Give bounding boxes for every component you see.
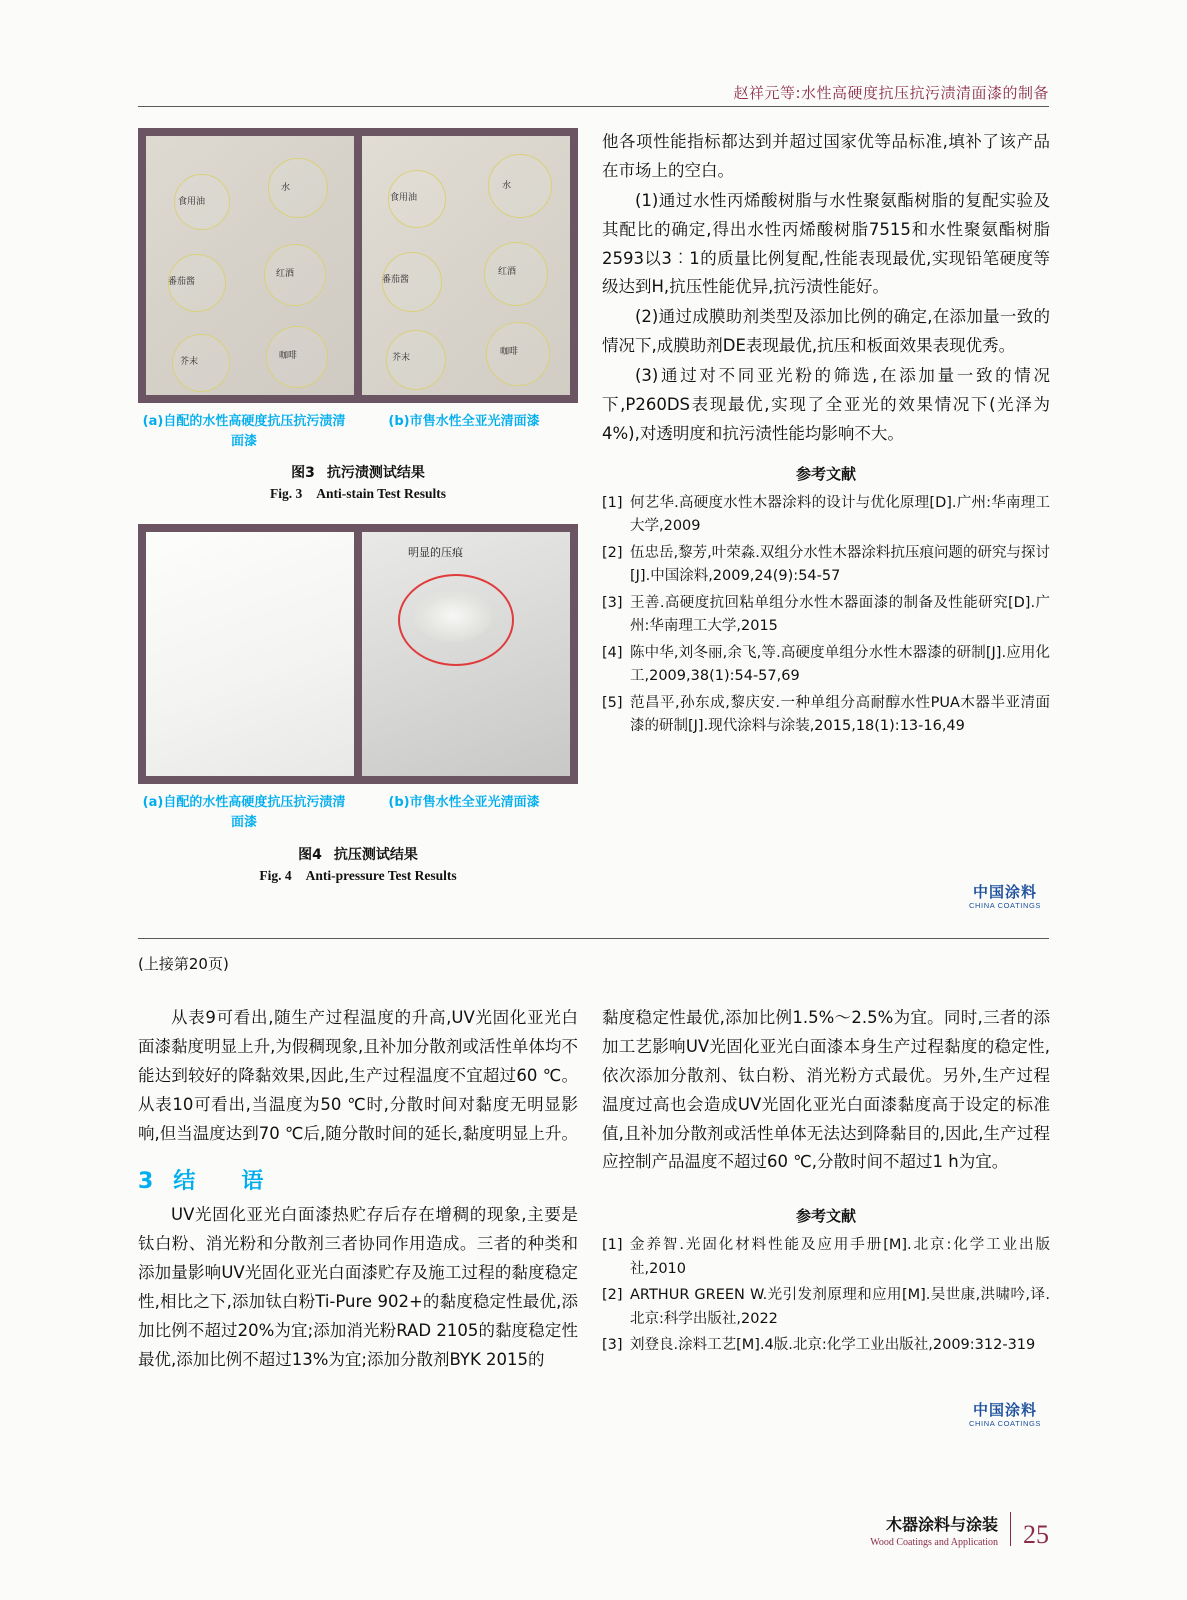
reference-item xyxy=(602,1334,1050,1357)
figure-3-caption-b: (b)市售水性全亚光清面漆 xyxy=(388,414,540,429)
paragraph: (2)通过成膜助剂类型及添加比例的确定,在添加量一致的情况下,成膜助剂DE表现最优,抗压和板面效果表现优秀。 xyxy=(602,307,1050,356)
running-head: 赵祥元等:水性高硬度抗压抗污渍清面漆的制备 xyxy=(733,84,1049,102)
paragraph: 他各项性能指标都达到并超过国家优等品标准,填补了该产品在市场上的空白。 xyxy=(602,132,1050,180)
header-rule xyxy=(138,106,1049,107)
pressure-mark-highlight-circle xyxy=(398,574,514,666)
reference-item xyxy=(602,642,1050,689)
bottom-left-column xyxy=(138,1004,578,1376)
china-coatings-logo-en: CHINA COATINGS xyxy=(968,1418,1042,1428)
section-number: 3 xyxy=(138,1169,154,1195)
figure-4-caption-a: (a)自配的水性高硬度抗压抗污渍清面漆 xyxy=(142,795,346,831)
journal-name-en: Wood Coatings and Application xyxy=(870,1536,998,1548)
section-divider-rule xyxy=(138,938,1049,939)
figure-3-panel-b xyxy=(362,136,570,395)
stain-label-wine: 红酒 xyxy=(498,267,517,277)
reference-item xyxy=(602,592,1050,639)
china-coatings-logo xyxy=(962,884,1048,910)
reference-text: 刘登良.涂料工艺[M].4版.北京:化学工业出版社,2009:312-319 xyxy=(630,1337,1036,1354)
paragraph: (3)通过对不同亚光粉的筛选,在添加量一致的情况下,P260DS表现最优,实现了全亚光的效果情况下(光泽为4%),对透明度和抗污渍性能均影响不大。 xyxy=(602,366,1050,443)
figure-3-number-en: Fig. 3 xyxy=(269,486,303,502)
figure-4-title-en xyxy=(138,868,578,884)
references-heading: 参考文献 xyxy=(795,1207,856,1226)
bottom-right-column xyxy=(602,1004,1050,1361)
figure-4-caption-b: (b)市售水性全亚光清面漆 xyxy=(388,795,540,811)
reference-number: [5] xyxy=(602,694,623,711)
stain-label-ketchup: 番茄酱 xyxy=(382,275,410,285)
page-number: 25 xyxy=(1023,1520,1049,1549)
paragraph: (1)通过水性丙烯酸树脂与水性聚氨酯树脂的复配实验及其配比的确定,得出水性丙烯酸树脂7515和水性聚氨酯树脂2593以3︰1的质量比例复配,性能表现最优,实现铅笔硬度等级达到H,抗压性能优异,抗污渍性能好。 xyxy=(602,190,1050,297)
reference-item xyxy=(602,492,1050,539)
stain-label-oil: 食用油 xyxy=(390,193,418,203)
stain-label-wine: 红酒 xyxy=(276,269,295,279)
stain-label-water: 水 xyxy=(502,181,512,191)
figure-3-panel-a xyxy=(146,136,354,395)
figure-4-number-en: Fig. 4 xyxy=(259,867,292,883)
reference-number: [1] xyxy=(602,1237,623,1254)
reference-number: [4] xyxy=(602,644,623,661)
reference-item xyxy=(602,1284,1050,1331)
stain-label-mustard: 芥末 xyxy=(392,353,411,363)
stain-label-mustard: 芥末 xyxy=(180,357,199,367)
china-coatings-logo-en: CHINA COATINGS xyxy=(968,900,1042,910)
reference-text: 王善.高硬度抗回粘单组分水性木器面漆的制备及性能研究[D].广州:华南理工大学,2015 xyxy=(630,594,1050,635)
paragraph: 黏度稳定性最优,添加比例1.5%～2.5%为宜。同时,三者的添加工艺影响UV光固化亚光白面漆本身生产过程黏度的稳定性,依次添加分散剂、钛白粉、消光粉方式最优。另外,生产过程温度过高也会造成UV光固化亚光白面漆黏度高于设定的标准值,且补加分散剂或活性单体无法达到降黏目的,因此,生产过程应控制产品温度不超过60 ℃,分散时间不超过1 h为宜。 xyxy=(602,1008,1050,1172)
figure-3-number-cn: 图3 xyxy=(291,465,315,482)
stain-label-coffee: 咖啡 xyxy=(279,351,298,361)
footer-divider xyxy=(1010,1512,1011,1546)
figure-4-panel-a xyxy=(146,532,354,776)
journal-name-cn: 木器涂料与涂装 xyxy=(885,1515,998,1535)
china-coatings-logo-cn: 中国涂料 xyxy=(972,1401,1037,1419)
figure-4-subcaptions xyxy=(138,793,578,833)
reference-number: [3] xyxy=(602,1337,623,1354)
figure-4-title-cn xyxy=(138,844,578,864)
top-right-column xyxy=(602,128,1050,741)
paragraph: 从表9可看出,随生产过程温度的升高,UV光固化亚光白面漆黏度明显上升,为假稠现象,且补加分散剂或活性单体均不能达到较好的降黏效果,因此,生产过程温度不宜超过60 ℃。从表10可看出,当温度为50 ℃时,分散时间对黏度无明显影响,但当温度达到70 ℃后,随分散时间的延长,黏度明显上升。 xyxy=(138,1008,579,1143)
reference-text: 何艺华.高硬度水性木器涂料的设计与优化原理[D].广州:华南理工大学,2009 xyxy=(630,494,1050,535)
journal-name-block xyxy=(870,1516,998,1548)
figure-3-text-cn: 抗污渍测试结果 xyxy=(326,465,425,482)
stain-label-coffee: 咖啡 xyxy=(500,347,519,357)
page-footer xyxy=(870,1512,1049,1548)
stain-label-water: 水 xyxy=(281,183,291,193)
reference-number: [2] xyxy=(602,544,623,561)
stain-spot xyxy=(268,158,328,218)
reference-text: 陈中华,刘冬丽,余飞,等.高硬度单组分水性木器漆的研制[J].应用化工,2009,38(1):54-57,69 xyxy=(630,644,1050,685)
figure-4-panel-b xyxy=(362,532,570,776)
reference-number: [3] xyxy=(602,594,623,611)
figure-4-number-cn: 图4 xyxy=(298,846,322,863)
figure-4-annotation: 明显的压痕 xyxy=(408,546,463,560)
reference-item xyxy=(602,692,1050,739)
reference-text: 金养智.光固化材料性能及应用手册[M].北京:化学工业出版社,2010 xyxy=(630,1237,1050,1277)
figure-3-subcaptions xyxy=(138,412,578,452)
stain-label-ketchup: 番茄酱 xyxy=(168,277,196,287)
reference-number: [1] xyxy=(602,494,623,511)
reference-item xyxy=(602,1234,1050,1281)
reference-item xyxy=(602,542,1050,589)
section-heading xyxy=(138,1164,578,1195)
figure-4-image xyxy=(138,524,578,784)
continuation-note: (上接第20页) xyxy=(138,955,229,973)
stain-label-oil: 食用油 xyxy=(178,197,206,207)
figure-3-image xyxy=(138,128,578,403)
china-coatings-logo xyxy=(962,1402,1048,1428)
figure-4-text-cn: 抗压测试结果 xyxy=(333,846,418,863)
china-coatings-logo-cn: 中国涂料 xyxy=(972,883,1037,901)
figure-3-title-cn xyxy=(138,462,578,482)
stain-spot xyxy=(264,244,326,306)
reference-text: 伍忠岳,黎芳,叶荣淼.双组分水性木器涂料抗压痕问题的研究与探讨[J].中国涂料,2009,24(9):54-57 xyxy=(630,544,1050,585)
section-title: 结 语 xyxy=(173,1169,276,1195)
reference-text: ARTHUR GREEN W.光引发剂原理和应用[M].吴世康,洪啸吟,译.北京:科学出版社,2022 xyxy=(630,1287,1050,1327)
figure-3-title-en xyxy=(138,486,578,502)
paragraph: UV光固化亚光白面漆热贮存后存在增稠的现象,主要是钛白粉、消光粉和分散剂三者协同作用造成。三者的种类和添加量影响UV光固化亚光白面漆贮存及施工过程的黏度稳定性,相比之下,添加钛白粉Ti-Pure 902+的黏度稳定性最优,添加比例不超过20%为宜;添加消光粉RAD 2105的黏度稳定性最优,添加比例不超过13%为宜;添加分散剂BYK 2015的 xyxy=(138,1205,578,1369)
references-heading: 参考文献 xyxy=(795,464,856,483)
figure-3-caption-a: (a)自配的水性高硬度抗压抗污渍清面漆 xyxy=(142,414,346,450)
figure-4-text-en: Anti-pressure Test Results xyxy=(305,867,457,883)
stain-spot xyxy=(488,154,552,218)
figure-3-text-en: Anti-stain Test Results xyxy=(316,486,447,502)
top-left-column xyxy=(138,128,578,884)
reference-text: 范昌平,孙东成,黎庆安.一种单组分高耐醇水性PUA木器半亚清面漆的研制[J].现代涂料与涂装,2015,18(1):13-16,49 xyxy=(630,694,1050,734)
reference-number: [2] xyxy=(602,1287,623,1304)
